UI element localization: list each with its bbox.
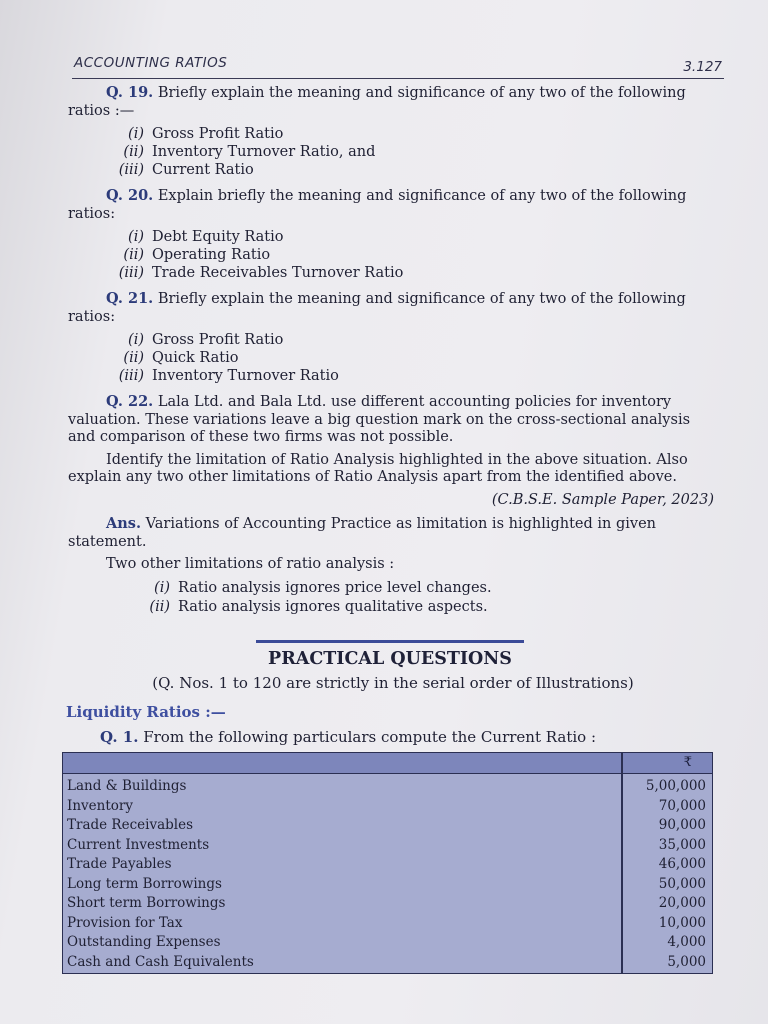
questions-section xyxy=(68,84,714,617)
question-text: Explain briefly the meaning and significance of any two of the following ratios: xyxy=(68,188,687,222)
row-value: 20,000 xyxy=(658,895,706,911)
question-number: Q. 20. xyxy=(106,187,154,204)
row-value: 5,000 xyxy=(667,953,706,970)
row-label: Trade Receivables xyxy=(67,817,194,833)
list-item: (ii) Ratio analysis ignores qualitative aspects. xyxy=(149,598,488,615)
list-item: (ii) Inventory Turnover Ratio, and xyxy=(123,144,376,160)
question-number: Q. 19. xyxy=(106,84,154,101)
chapter-title: ACCOUNTING RATIOS xyxy=(74,55,228,71)
list-item: (i) Gross Profit Ratio xyxy=(128,332,284,348)
section-title: Liquidity Ratios :— xyxy=(66,703,226,721)
table-row xyxy=(63,954,712,974)
question-20-items xyxy=(106,228,714,282)
question-19-items xyxy=(106,125,714,179)
question-text: From the following particulars compute the Current Ratio : xyxy=(143,728,597,746)
table-row xyxy=(63,895,712,915)
question-number: Q. 21. xyxy=(106,290,154,307)
row-label: Long term Borrowings xyxy=(67,875,222,892)
question-text: Briefly explain the meaning and significance of any two of the following ratios :— xyxy=(68,85,686,119)
answer-label: Ans. xyxy=(106,515,142,532)
currency-symbol: ₹ xyxy=(683,755,692,770)
row-label: Land & Buildings xyxy=(67,778,187,794)
table-row xyxy=(63,817,712,837)
row-value: 70,000 xyxy=(658,797,706,814)
answer-text: Variations of Accounting Practice as limitation is highlighted in given statement. xyxy=(68,516,657,550)
question-text: Lala Ltd. and Bala Ltd. use different accounting policies for inventory valuation. These variations leave a big question mark on the cross-sectional analysis and comparison of these two firms was not possible. xyxy=(68,394,691,445)
practical-questions-heading: PRACTICAL QUESTIONS xyxy=(256,640,524,669)
row-label: Trade Payables xyxy=(67,856,172,872)
particulars-table xyxy=(62,752,713,974)
row-value: 90,000 xyxy=(658,817,706,833)
list-item: (i) Ratio analysis ignores price level changes. xyxy=(154,579,492,596)
table-row xyxy=(63,856,712,876)
list-item: (iii) Trade Receivables Turnover Ratio xyxy=(118,265,404,281)
question-number: Q. 1. xyxy=(100,728,139,746)
row-value: 35,000 xyxy=(658,836,706,853)
row-label: Current Investments xyxy=(67,836,210,853)
question-21 xyxy=(68,290,714,326)
row-label: Outstanding Expenses xyxy=(67,934,221,950)
row-value: 5,00,000 xyxy=(645,778,706,794)
question-number: Q. 22. xyxy=(106,393,154,410)
practical-question-1 xyxy=(100,728,596,746)
question-19 xyxy=(68,84,714,120)
table-row xyxy=(63,778,712,798)
answer-part-2: Two other limitations of ratio analysis : xyxy=(106,556,395,572)
question-text: Briefly explain the meaning and significance of any two of the following ratios: xyxy=(68,291,686,325)
table-header xyxy=(63,753,712,774)
row-value: 10,000 xyxy=(658,914,706,931)
row-label: Inventory xyxy=(67,797,133,814)
table-row xyxy=(63,915,712,935)
table-row xyxy=(63,798,712,818)
list-item: (i) Gross Profit Ratio xyxy=(128,126,284,142)
row-value: 50,000 xyxy=(658,875,706,892)
answer-items xyxy=(132,579,714,617)
list-item: (i) Debt Equity Ratio xyxy=(128,229,284,245)
list-item: (iii) Current Ratio xyxy=(118,162,254,178)
page-header xyxy=(72,52,724,79)
question-21-items xyxy=(106,331,714,385)
table-row xyxy=(63,837,712,857)
list-item: (iii) Inventory Turnover Ratio xyxy=(118,368,339,384)
answer xyxy=(68,515,714,551)
row-value: 4,000 xyxy=(667,934,706,950)
table-row xyxy=(63,934,712,954)
row-label: Provision for Tax xyxy=(67,914,183,931)
question-20 xyxy=(68,187,714,223)
list-item: (ii) Operating Ratio xyxy=(123,247,271,263)
question-22-part-2: Identify the limitation of Ratio Analysis highlighted in the above situation. Also explain any two other limitations of Ratio Analysis apart from the identified above. xyxy=(68,451,688,485)
question-22 xyxy=(68,393,714,447)
row-label: Short term Borrowings xyxy=(67,895,226,911)
row-label: Cash and Cash Equivalents xyxy=(67,953,254,970)
question-source: (C.B.S.E. Sample Paper, 2023) xyxy=(491,491,714,508)
practical-note: (Q. Nos. 1 to 120 are strictly in the serial order of Illustrations) xyxy=(152,674,634,692)
row-value: 46,000 xyxy=(658,856,706,872)
page-number: 3.127 xyxy=(683,59,722,75)
table-row xyxy=(63,876,712,896)
table-body xyxy=(63,778,712,973)
list-item: (ii) Quick Ratio xyxy=(123,350,239,366)
